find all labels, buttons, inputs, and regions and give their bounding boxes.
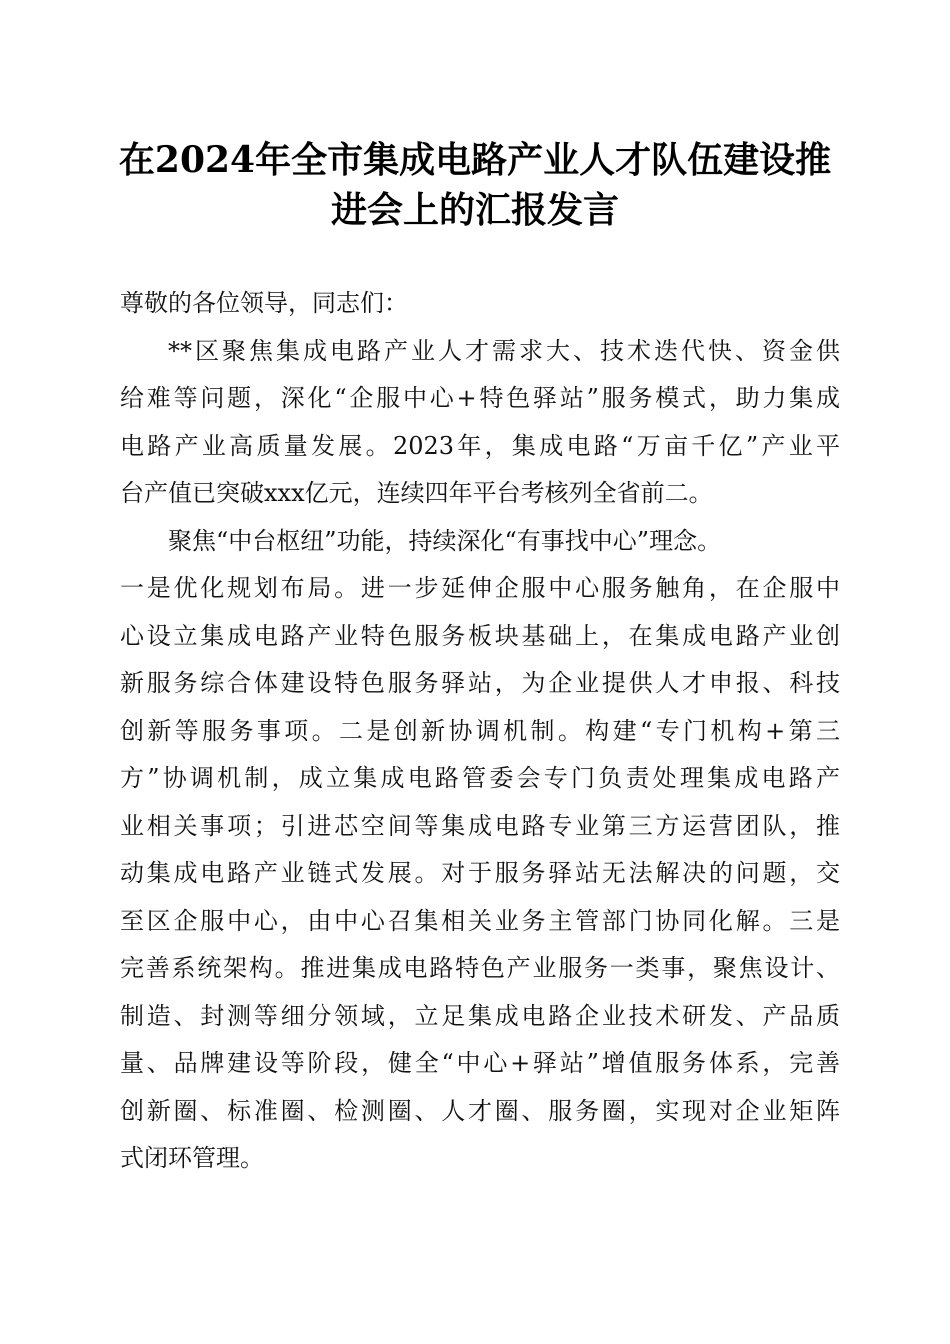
paragraph-line: 动集成电路产业链式发展。对于服务驿站无法解决的问题，交: [120, 859, 840, 887]
paragraph-line: 台产值已突破xxx亿元，连续四年平台考核列全省前二。: [120, 479, 713, 507]
document-body: [120, 280, 840, 1183]
paragraph-line: 量、品牌建设等阶段，健全“中心+驿站”增值服务体系，完善: [120, 1049, 840, 1077]
title-line: 在2024年全市集成电路产业人才队伍建设推: [118, 139, 832, 181]
salutation: 尊敬的各位领导，同志们：: [120, 289, 408, 317]
paragraph-line: 聚焦“中台枢纽”功能，持续深化“有事找中心”理念。: [168, 526, 722, 555]
paragraph-line: 制造、封测等细分领域，立足集成电路企业技术研发、产品质: [120, 1001, 840, 1030]
paragraph-line: 创新圈、标准圈、检测圈、人才圈、服务圈，实现对企业矩阵: [120, 1096, 840, 1125]
document-title: [110, 135, 840, 235]
paragraph-line: 电路产业高质量发展。2023年，集成电路“万亩千亿”产业平: [120, 431, 840, 460]
paragraph-line: 创新等服务事项。二是创新协调机制。构建“专门机构+第三: [120, 716, 840, 745]
paragraph-line: 式闭环管理。: [120, 1144, 264, 1172]
paragraph-1: [120, 328, 840, 518]
paragraph-line: 给难等问题，深化“企服中心+特色驿站”服务模式，助力集成: [120, 384, 840, 412]
paragraph-line: 新服务综合体建设特色服务驿站，为企业提供人才申报、科技: [120, 669, 840, 697]
paragraph-2: [120, 518, 840, 1183]
paragraph-line: **区聚焦集成电路产业人才需求大、技术迭代快、资金供: [168, 336, 840, 365]
paragraph-line: 完善系统架构。推进集成电路特色产业服务一类事，聚焦设计、: [120, 954, 840, 982]
paragraph-line: 业相关事项；引进芯空间等集成电路专业第三方运营团队，推: [120, 811, 840, 840]
paragraph-line: 一是优化规划布局。进一步延伸企服中心服务触角，在企服中: [120, 574, 840, 602]
paragraph-line: 方”协调机制，成立集成电路管委会专门负责处理集成电路产: [120, 764, 840, 792]
title-line: 进会上的汇报发言: [330, 189, 619, 231]
paragraph-line: 至区企服中心，由中心召集相关业务主管部门协同化解。三是: [120, 906, 840, 935]
paragraph-line: 心设立集成电路产业特色服务板块基础上，在集成电路产业创: [120, 621, 840, 650]
